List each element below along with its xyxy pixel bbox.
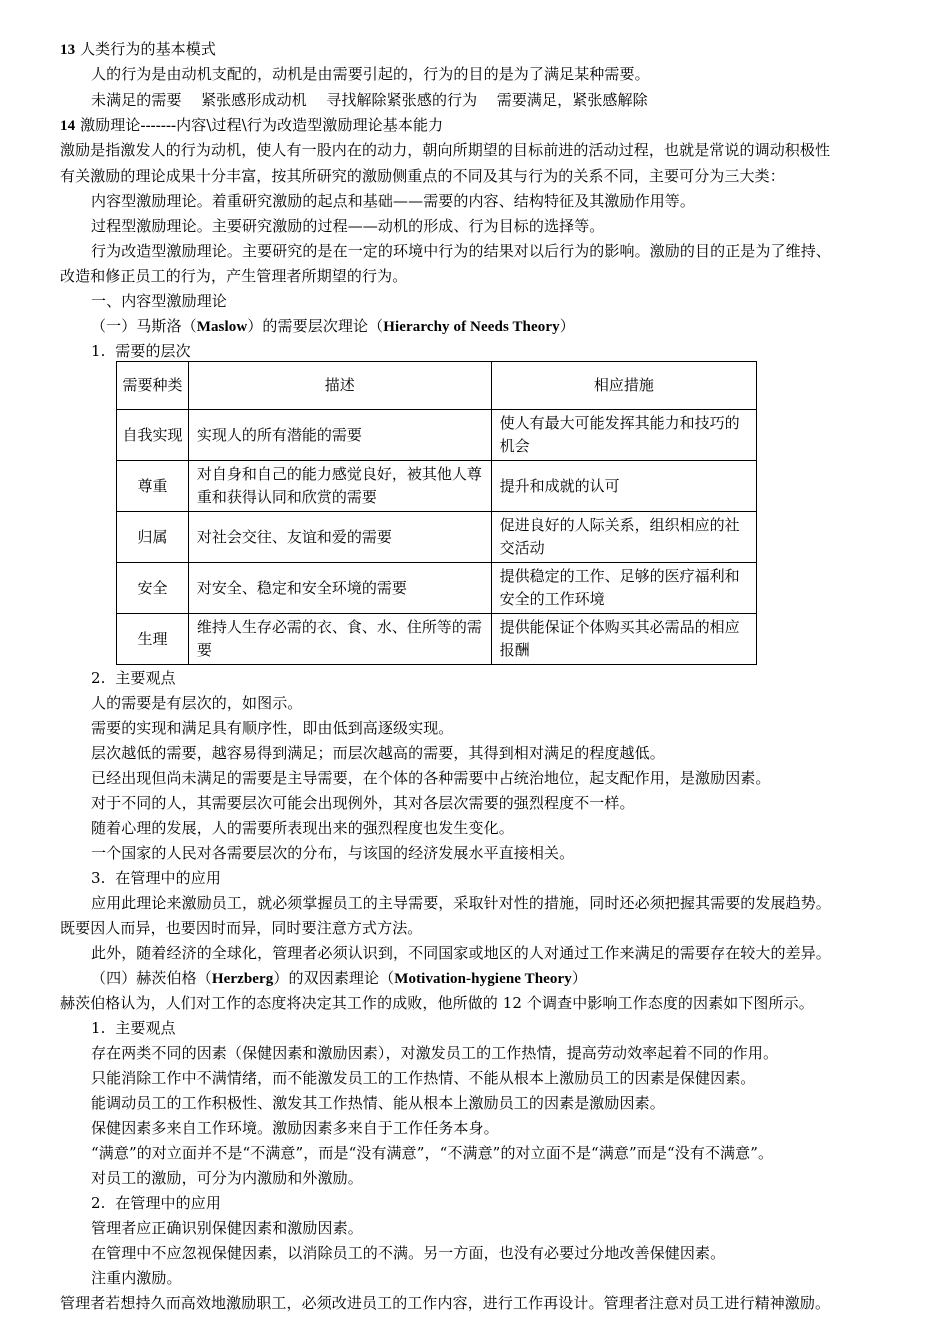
heading-text: ）	[571, 969, 587, 987]
table-cell: 促进良好的人际关系，组织相应的社交活动	[491, 512, 756, 563]
heading-text: ）	[559, 317, 575, 335]
paragraph: 过程型激励理论。主要研究激励的过程——动机的形成、行为目标的选择等。	[91, 217, 605, 235]
section-title-tail: 内容\过程\行为改造型激励理论基本能力	[176, 116, 444, 134]
main-views-heading: 2. 主要观点	[91, 669, 176, 687]
table-cell: 尊重	[117, 461, 189, 512]
paragraph: 一个国家的人民对各需要层次的分布，与该国的经济发展水平直接相关。	[91, 844, 575, 862]
paragraph: 层次越低的需要，越容易得到满足；而层次越高的需要，其得到相对满足的程度越低。	[91, 744, 665, 762]
paragraph: 人的需要是有层次的，如图示。	[91, 694, 303, 712]
heading-text: （一）马斯洛（	[91, 317, 197, 335]
paragraph: 注重内激励。	[91, 1269, 182, 1287]
paragraph: 在管理中不应忽视保健因素，以消除员工的不满。另一方面，也没有必要过分地改善保健因素。	[91, 1244, 726, 1262]
paragraph: 未满足的需要 紧张感形成动机 寻找解除紧张感的行为 需要满足，紧张感解除	[91, 91, 648, 109]
mgmt-heading: 3. 在管理中的应用	[91, 869, 221, 887]
needs-table	[116, 361, 757, 665]
table-row	[117, 512, 757, 563]
paragraph: 保健因素多来自工作环境。激励因素多来自于工作任务本身。	[91, 1119, 499, 1137]
paragraph: 改造和修正员工的行为，产生管理者所期望的行为。	[60, 267, 408, 285]
table-cell: 生理	[117, 614, 189, 665]
herz-mgmt-heading: 2. 在管理中的应用	[91, 1194, 221, 1212]
paragraph: 赫茨伯格认为，人们对工作的态度将决定其工作的成败，他所做的 12 个调查中影响工作态度的因素如下图所示。	[60, 994, 814, 1012]
table-header-row	[117, 362, 757, 410]
paragraph: 激励是指激发人的行为动机，使人有一股内在的动力，朝向所期望的目标前进的活动过程，也就是常说的调动积极性	[60, 141, 831, 159]
section-title: 激励理论	[80, 116, 141, 134]
paragraph: 需要的实现和满足具有顺序性，即由低到高逐级实现。	[91, 719, 454, 737]
heading-name-en: Maslow	[196, 319, 248, 335]
table-cell: 安全	[117, 563, 189, 614]
dashes: -------	[140, 118, 177, 134]
maslow-heading	[91, 315, 575, 337]
paragraph: 能调动员工的工作积极性、激发其工作热情、能从根本上激励员工的因素是激励因素。	[91, 1094, 665, 1112]
table-cell: 对自身和自己的能力感觉良好，被其他人尊重和获得认同和欣赏的需要	[188, 461, 491, 512]
section-13-heading	[60, 38, 216, 60]
table-cell: 归属	[117, 512, 189, 563]
table-cell: 提供能保证个体购买其必需品的相应报酬	[491, 614, 756, 665]
table-header-cell: 需要种类	[117, 362, 189, 410]
heading-name-en: Herzberg	[211, 971, 274, 987]
paragraph: 行为改造型激励理论。主要研究的是在一定的环境中行为的结果对以后行为的影响。激励的目的正是为了维持、	[91, 242, 831, 260]
paragraph: 应用此理论来激励员工，就必须掌握员工的主导需要，采取针对性的措施，同时还必须把握其需要的发展趋势。	[91, 894, 831, 912]
paragraph: 对员工的激励，可分为内激励和外激励。	[91, 1169, 363, 1187]
heading-text: ）的需要层次理论（	[247, 317, 384, 335]
paragraph: 存在两类不同的因素（保健因素和激励因素），对激发员工的工作热情，提高劳动效率起着不同的作用。	[91, 1044, 779, 1062]
paragraph: 已经出现但尚未满足的需要是主导需要，在个体的各种需要中占统治地位，起支配作用，是激励因素。	[91, 769, 771, 787]
herzberg-heading	[91, 967, 587, 989]
table-cell: 维持人生存必需的衣、食、水、住所等的需要	[188, 614, 491, 665]
section-title: 人类行为的基本模式	[80, 40, 216, 58]
table-cell: 使人有最大可能发挥其能力和技巧的机会	[491, 410, 756, 461]
section-number: 14	[60, 118, 76, 134]
table-row	[117, 410, 757, 461]
table-header-cell: 相应措施	[491, 362, 756, 410]
needs-heading: 1. 需要的层次	[91, 342, 191, 360]
herz-views-heading: 1. 主要观点	[91, 1019, 176, 1037]
section-14-heading	[60, 114, 443, 136]
heading-text: （四）赫茨伯格（	[91, 969, 212, 987]
table-row	[117, 461, 757, 512]
table-row	[117, 563, 757, 614]
table-cell: 对安全、稳定和安全环境的需要	[188, 563, 491, 614]
section-number: 13	[60, 42, 76, 58]
paragraph: 有关激励的理论成果十分丰富，按其所研究的激励侧重点的不同及其与行为的关系不同，主要可分为三大类：	[60, 167, 785, 185]
table-cell: 对社会交往、友谊和爱的需要	[188, 512, 491, 563]
paragraph: 对于不同的人，其需要层次可能会出现例外，其对各层次需要的强烈程度不一样。	[91, 794, 635, 812]
table-cell: 提升和成就的认可	[491, 461, 756, 512]
paragraph: 人的行为是由动机支配的，动机是由需要引起的，行为的目的是为了满足某种需要。	[91, 65, 650, 83]
table-header-cell: 描述	[188, 362, 491, 410]
table-cell: 自我实现	[117, 410, 189, 461]
paragraph: 既要因人而异，也要因时而异，同时要注意方式方法。	[60, 919, 423, 937]
table-row	[117, 614, 757, 665]
table-cell: 提供稳定的工作、足够的医疗福利和安全的工作环境	[491, 563, 756, 614]
paragraph: 内容型激励理论。着重研究激励的起点和基础——需要的内容、结构特征及其激励作用等。	[91, 192, 696, 210]
heading-theory-en: Motivation-hygiene Theory	[394, 971, 572, 987]
heading-theory-en: Hierarchy of Needs Theory	[383, 319, 560, 335]
paragraph: 管理者若想持久而高效地激励职工，必须改进员工的工作内容，进行工作再设计。管理者注意对员工进行精神激励。	[60, 1294, 831, 1312]
paragraph: 管理者应正确识别保健因素和激励因素。	[91, 1219, 363, 1237]
paragraph: 此外，随着经济的全球化，管理者必须认识到，不同国家或地区的人对通过工作来满足的需要存在较大的差异。	[91, 944, 831, 962]
paragraph: 只能消除工作中不满情绪，而不能激发员工的工作热情、不能从根本上激励员工的因素是保健因素。	[91, 1069, 756, 1087]
subsection-heading: 一、内容型激励理论	[91, 292, 227, 310]
table-cell: 实现人的所有潜能的需要	[188, 410, 491, 461]
paragraph: “满意”的对立面并不是“不满意”，而是“没有满意”，“不满意”的对立面不是“满意”而是“没有不满意”。	[91, 1144, 774, 1162]
heading-text: ）的双因素理论（	[273, 969, 395, 987]
paragraph: 随着心理的发展，人的需要所表现出来的强烈程度也发生变化。	[91, 819, 514, 837]
